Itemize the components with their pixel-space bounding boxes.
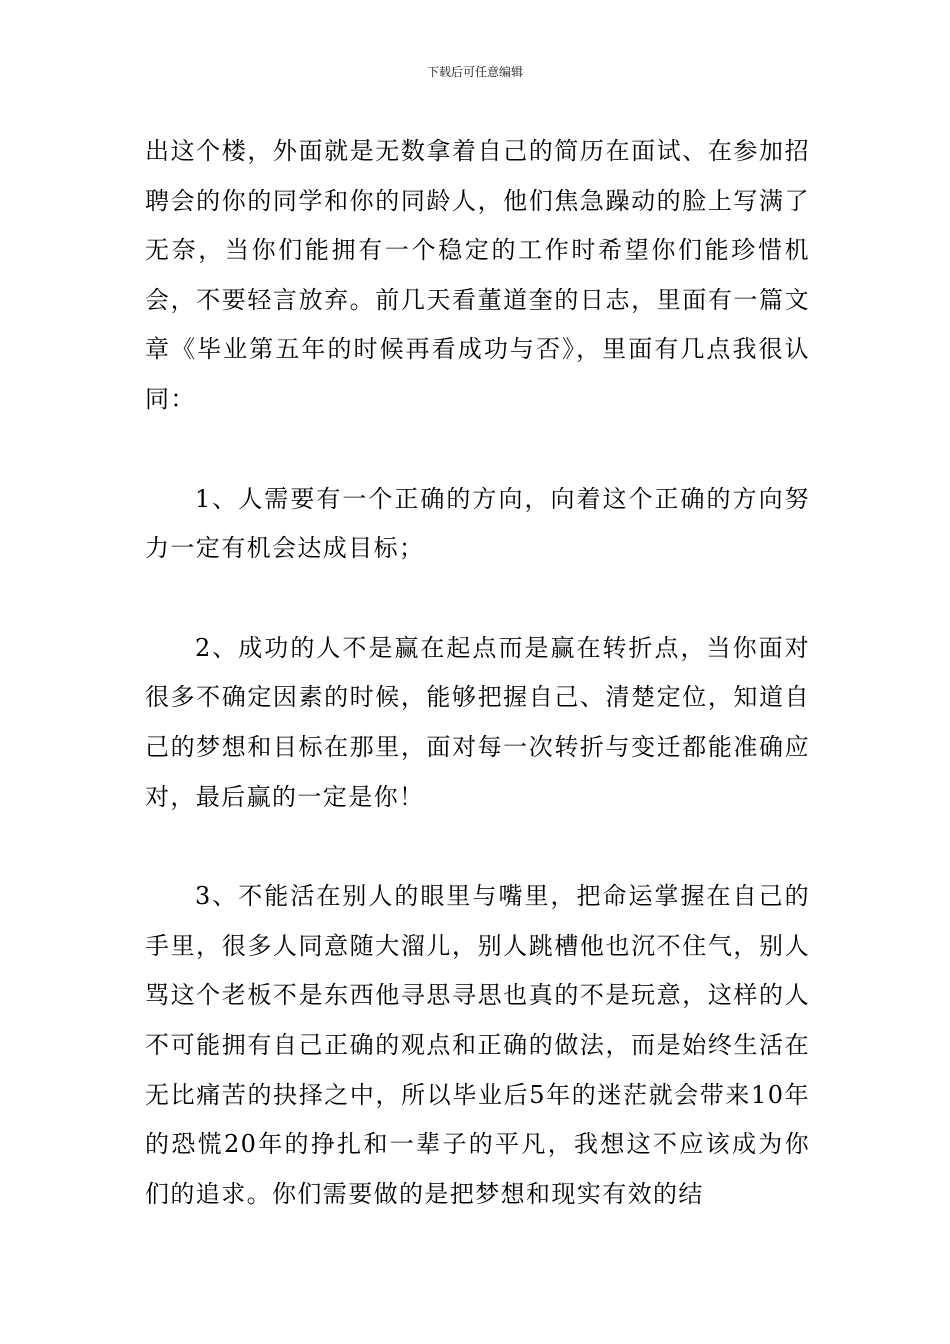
paragraph-point-2: 2、成功的人不是赢在起点而是赢在转折点，当你面对很多不确定因素的时候，能够把握自己、清楚定位，知道自己的梦想和目标在那里，面对每一次转折与变迁都能准确应对，最后赢的一定是你！ <box>145 633 810 811</box>
paragraph-intro: 出这个楼，外面就是无数拿着自己的简历在面试、在参加招聘会的你的同学和你的同龄人，他们焦急躁动的脸上写满了无奈，当你们能拥有一个稳定的工作时希望你们能珍惜机会，不要轻言放弃。前几天看董道奎的日志，里面有一篇文章《毕业第五年的时候再看成功与否》，里面有几点我很认同： <box>145 137 810 413</box>
paragraph-point-3: 3、不能活在别人的眼里与嘴里，把命运掌握在自己的手里，很多人同意随大溜儿，别人跳槽他也沉不住气，别人骂这个老板不是东西他寻思寻思也真的不是玩意，这样的人不可能拥有自己正确的观点和正确的做法，而是始终生活在无比痛苦的抉择之中，所以毕业后5年的迷茫就会带来10年的恐慌20年的挣扎和一辈子的平凡，我想这不应该成为你们的追求。你们需要做的是把梦想和现实有效的结 <box>145 882 810 1208</box>
page-header-note: 下载后可任意编辑 <box>426 65 523 79</box>
paragraph-point-1: 1、人需要有一个正确的方向，向着这个正确的方向努力一定有机会达成目标； <box>145 484 810 563</box>
document-body <box>145 127 810 1219</box>
